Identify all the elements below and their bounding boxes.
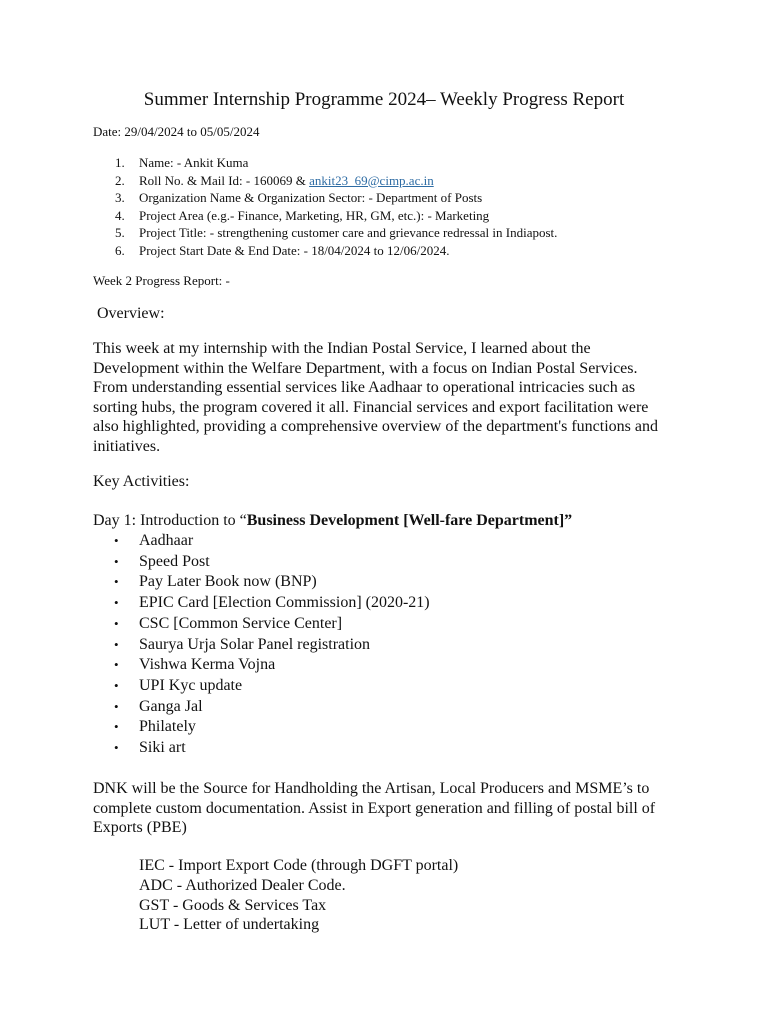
- list-item: [93, 655, 430, 676]
- code-row: [139, 876, 458, 896]
- bullet-icon: •: [114, 533, 119, 548]
- week-heading: Week 2 Progress Report: -: [93, 273, 230, 288]
- list-item: [93, 531, 430, 552]
- bullet-icon: •: [114, 677, 119, 693]
- code-desc: - Letter of undertaking: [169, 916, 320, 934]
- bullet-icon: •: [114, 719, 119, 735]
- overview-paragraph: This week at my internship with the Indian Postal Service, I learned about the Development within the Welfare Department, with a focus on Indian Postal Services. From understanding essential services like Aadhaar to operational intricacies such as sorting hubs, the program covered it all. Financial services and export facilitation were also highlighted, providing a comprehensive overview of the department's functions and initiatives.: [93, 340, 658, 455]
- list-number: 2.: [115, 172, 125, 188]
- report-date: Date: 29/04/2024 to 05/05/2024: [93, 124, 260, 139]
- list-item: [93, 738, 430, 759]
- bullet-icon: •: [114, 636, 119, 652]
- list-item-text: EPIC Card [Election Commission] (2020-21): [139, 594, 430, 612]
- bullet-icon: •: [114, 595, 119, 611]
- code-abbr: GST: [139, 896, 169, 914]
- info-text: Roll No. & Mail Id: - 160069 &: [139, 172, 310, 188]
- list-item-text: Speed Post: [139, 552, 210, 570]
- bullet-icon: •: [114, 553, 119, 569]
- list-item-text: Aadhaar: [139, 532, 194, 549]
- list-item: [93, 717, 430, 738]
- list-item-text: CSC [Common Service Center]: [139, 614, 343, 632]
- list-item: [93, 676, 430, 697]
- info-text: Project Title: - strengthening customer care and grievance redressal in Indiapost.: [139, 225, 558, 240]
- list-item-text: Saurya Urja Solar Panel registration: [139, 635, 371, 653]
- list-number: 3.: [115, 190, 125, 205]
- report-title: Summer Internship Programme 2024– Weekly Progress Report: [143, 89, 625, 110]
- overview-heading: Overview:: [97, 305, 165, 322]
- list-item-text: Philately: [139, 718, 196, 736]
- info-text: Project Start Date & End Date: - 18/04/2024 to 12/06/2024.: [139, 242, 450, 258]
- code-abbr: ADC: [139, 876, 173, 894]
- info-text: Name: - Ankit Kuma: [139, 155, 249, 170]
- bullet-icon: •: [114, 740, 119, 756]
- code-desc: - Goods & Services Tax: [168, 896, 327, 914]
- email-link[interactable]: ankit23_69@cimp.ac.in: [309, 172, 434, 188]
- code-row: [139, 896, 458, 916]
- list-item-text: Vishwa Kerma Vojna: [139, 656, 276, 674]
- list-item-text: Siki art: [139, 739, 186, 757]
- list-item: [93, 635, 430, 656]
- code-desc: - Import Export Code (through DGFT portal): [164, 857, 459, 874]
- activities-list: [93, 531, 430, 759]
- code-desc: - Authorized Dealer Code.: [172, 876, 346, 894]
- info-text: Project Area (e.g.- Finance, Marketing, HR, GM, etc.): - Marketing: [139, 207, 490, 223]
- code-abbr: LUT: [139, 916, 170, 934]
- codes-list: [139, 856, 458, 935]
- info-text: Organization Name & Organization Sector: - Department of Posts: [139, 190, 483, 205]
- list-item-text: UPI Kyc update: [139, 676, 243, 694]
- dnk-paragraph: DNK will be the Source for Handholding the Artisan, Local Producers and MSME’s to complete custom documentation. Assist in Export generation and filling of postal bill of Exports (PBE): [93, 780, 656, 837]
- list-item-text: Pay Later Book now (BNP): [139, 573, 317, 591]
- bullet-icon: •: [114, 698, 119, 714]
- day1-heading: [93, 511, 572, 531]
- key-activities-heading: Key Activities:: [93, 473, 190, 490]
- list-item: [93, 552, 430, 573]
- list-number: 6.: [115, 242, 125, 258]
- code-row: [139, 856, 458, 876]
- list-item-text: Ganga Jal: [139, 697, 203, 715]
- info-list: [93, 154, 557, 259]
- list-item: [93, 614, 430, 635]
- list-number: 1.: [115, 155, 125, 170]
- day1-bold-title: Business Development [Well-fare Department]”: [246, 512, 573, 529]
- info-item-organization: [93, 189, 557, 207]
- bullet-icon: •: [114, 615, 119, 631]
- bullet-icon: •: [114, 657, 119, 673]
- list-item: [93, 593, 430, 614]
- info-item-project-dates: [93, 242, 557, 260]
- day1-prefix: Day 1: Introduction to “: [93, 512, 247, 529]
- info-item-project-area: [93, 207, 557, 225]
- list-item: [93, 697, 430, 718]
- list-item: [93, 572, 430, 593]
- list-number: 5.: [115, 225, 125, 240]
- info-item-roll: [93, 172, 557, 190]
- info-item-project-title: [93, 224, 557, 242]
- code-row: [139, 915, 458, 935]
- bullet-icon: •: [114, 574, 119, 590]
- list-number: 4.: [115, 207, 125, 223]
- code-abbr: IEC: [139, 857, 165, 874]
- info-item-name: [93, 154, 557, 172]
